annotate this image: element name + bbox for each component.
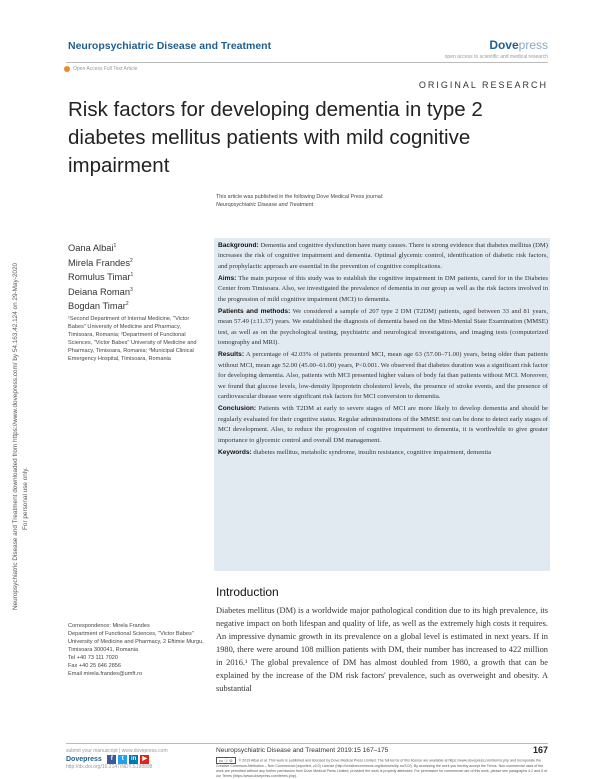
submit-link[interactable]: submit your manuscript | www.dovepress.com bbox=[66, 748, 168, 754]
youtube-icon[interactable]: ▶ bbox=[140, 755, 149, 764]
cc-license-icon[interactable]: cc ⓘ ⊜ bbox=[216, 757, 236, 764]
author[interactable]: Oana Albai$^1$ bbox=[68, 243, 117, 254]
doi-link[interactable]: http://dx.doi.org/10.2147/NDT.S198898 bbox=[66, 764, 153, 770]
download-notice: Neuropsychiatric Disease and Treatment downloaded from https://www.dovepress.com/ by 54.163.42.124 on 29-May-2020 bbox=[12, 262, 19, 610]
facebook-icon[interactable]: f bbox=[107, 755, 116, 764]
publisher-main: Dove bbox=[489, 38, 519, 52]
author-list bbox=[68, 240, 133, 313]
notice-line2: Neuropsychiatric Disease and Treatment bbox=[216, 202, 314, 208]
publisher-suffix: press bbox=[518, 38, 548, 52]
abstract-results-para: Results: A percentage of 42.03% of patients presented MCI, mean age 63 (57.00–71.00) years, being older than patients without MCI, mean age 52.00 (45.00–61.00) years, P<0.001. We observed that diabetes duration was a significant risk factor for developing dementia. Also, patients with MCI presented higher values of body fat than patients without MCI. Moreover, we found that glucose levels, low-density lipoprotein cholesterol levels, the presence of stroke events, and the presence of cardiovascular disease were significant risk factors for MCI conversion to dementia. bbox=[218, 351, 548, 401]
abstract-conclusion-para: Conclusion: Patients with T2DM at early to severe stages of MCI are more likely to develop dementia and should be regularly evaluated for their cognitive status. Regular administrations of the MMSE test can be done to detect early stages of MCI development. Also, to reduce the progression of cognitive impairment to dementia, it is worthwhile to give greater importance to glycemic control and overall DM management. bbox=[218, 405, 548, 444]
open-access-label: Open Access Full Text Article bbox=[73, 66, 138, 72]
header-divider bbox=[66, 62, 548, 63]
publisher-tagline: open access to scientific and medical research bbox=[444, 54, 548, 60]
journal-title: Neuropsychiatric Disease and Treatment bbox=[68, 40, 272, 52]
corr-address: Department of Functional Sciences, "Victor Babes" University of Medicine and Pharmacy, 2 Eftimie Murgu, Timisoara 300041, Romania bbox=[68, 631, 204, 653]
corr-fax: Fax +40 25 646 2856 bbox=[68, 663, 122, 669]
notice-line1: This article was published in the following Dove Medical Press journal: bbox=[216, 194, 384, 200]
correspondence bbox=[68, 622, 208, 678]
author[interactable]: Bogdan Timar$^2$ bbox=[68, 301, 129, 312]
author[interactable]: Romulus Timar$^1$ bbox=[68, 272, 134, 283]
article-title: Risk factors for developing dementia in type 2 diabetes mellitus patients with mild cognitive impairment bbox=[68, 98, 483, 177]
section-heading: Introduction bbox=[216, 585, 279, 599]
abstract-keywords-para: Keywords: diabetes mellitus, metabolic syndrome, insulin resistance, cognitive impairment, dementia bbox=[218, 448, 492, 456]
open-access-icon bbox=[64, 66, 70, 72]
intro-text: Diabetes mellitus (DM) is a worldwide major pathological condition due to its high prevalence, its negative impact on both lifespan and quality of life, as well as the extremely high costs it requires. An impressive dynamic growth in its prevalence on a global level is estimated in next years. If in 1980, there were around 108 million patients with DM, their number has increased to 422 million in 2016.¹ The global prevalence of DM has almost doubled from 1980, a growth that can be explained by the increase of the DM risk factors' prevalence, such as overweight and obesity. A substantial bbox=[216, 606, 548, 693]
abstract-aims-para: Aims: The main purpose of this study was to establish the cognitive impairment in DM patients, cared for in the Diabetes Center from Timisoara. Also, we investigated the prevalence of dementia in our group as well as the risk factors involved in the progression of mild cognitive impairment (MCI) to dementia. bbox=[218, 275, 548, 303]
share-icons bbox=[107, 755, 149, 764]
corr-tel: Tel +40 73 111 7020 bbox=[68, 655, 119, 661]
corr-email[interactable]: Email mirela.frandes@umft.ro bbox=[68, 671, 143, 677]
publication-notice bbox=[216, 193, 546, 209]
publisher-logo[interactable] bbox=[489, 38, 548, 52]
linkedin-icon[interactable]: in bbox=[131, 756, 137, 762]
abstract-background-para: Background: Dementia and cognitive dysfunction have many causes. There is strong evidence that diabetes mellitus (DM) increases the risk of cognitive impairment and dementia. Optimal glycemic control, identification of diabetic risk factors, and prophylactic approach are essential in the prevention of cognitive complications. bbox=[218, 242, 548, 270]
twitter-icon[interactable]: t bbox=[118, 755, 127, 764]
page-number: 167 bbox=[532, 745, 548, 755]
article-type: ORIGINAL RESEARCH bbox=[418, 80, 548, 90]
author[interactable]: Mirela Frandes$^2$ bbox=[68, 257, 133, 268]
footer-divider bbox=[66, 743, 548, 744]
license-text: cc ⓘ ⊜ © 2019 Albai et al. This work is published and licensed by Dove Medical Press Limited. The full terms of this license are available at https://www.dovepress.com/terms.php and incorporate the Creative Commons Attribution – Non Commercial (unported, v3.0) License (http://creativecommons.org/licenses/by-nc/3.0/). By accessing the work you hereby accept the Terms. Non-commercial uses of the work are permitted without any further permission from Dove Medical Press Limited, provided the work is properly attributed. For permission for commercial use of this work, please see paragraphs 4.2 and 5 of our Terms (https://www.dovepress.com/terms.php). bbox=[216, 758, 548, 778]
abstract bbox=[218, 241, 548, 460]
footer-dove-row bbox=[66, 755, 168, 764]
open-access-badge[interactable] bbox=[64, 66, 137, 72]
download-sidebar bbox=[0, 130, 29, 610]
footer-left bbox=[66, 748, 168, 771]
footer-dove-logo[interactable]: Dovepress bbox=[66, 755, 102, 763]
abstract-methods-para: Patients and methods: We considered a sample of 207 type 2 DM (T2DM) patients, aged between 33 and 81 years, mean 57.49 (±11.37) years. We established the diagnosis of dementia based on the Mini-Mental State Examination (MMSE) test, as well as on the psychological testing, psychiatric and neurological investigations, and imaging tests (computerized tomography and MRI). bbox=[218, 308, 548, 347]
footer-citation: Neuropsychiatric Disease and Treatment 2019:15 167–175 bbox=[216, 747, 389, 754]
personal-use-notice: For personal use only. bbox=[22, 467, 29, 530]
author[interactable]: Deiana Roman$^3$ bbox=[68, 286, 133, 297]
corr-name: Correspondence: Mirela Frandes bbox=[68, 623, 150, 629]
affiliations: ¹Second Department of Internal Medicine, "Victor Babes" University of Medicine and Pharmacy, Timisoara, Romania; ²Department of Functional Sciences, "Victor Babes" University of Medicine and Pharmacy, Timisoara, Romania; ³Municipal Clinical Emergency Hospital, Timisoara, Romania bbox=[68, 316, 197, 362]
